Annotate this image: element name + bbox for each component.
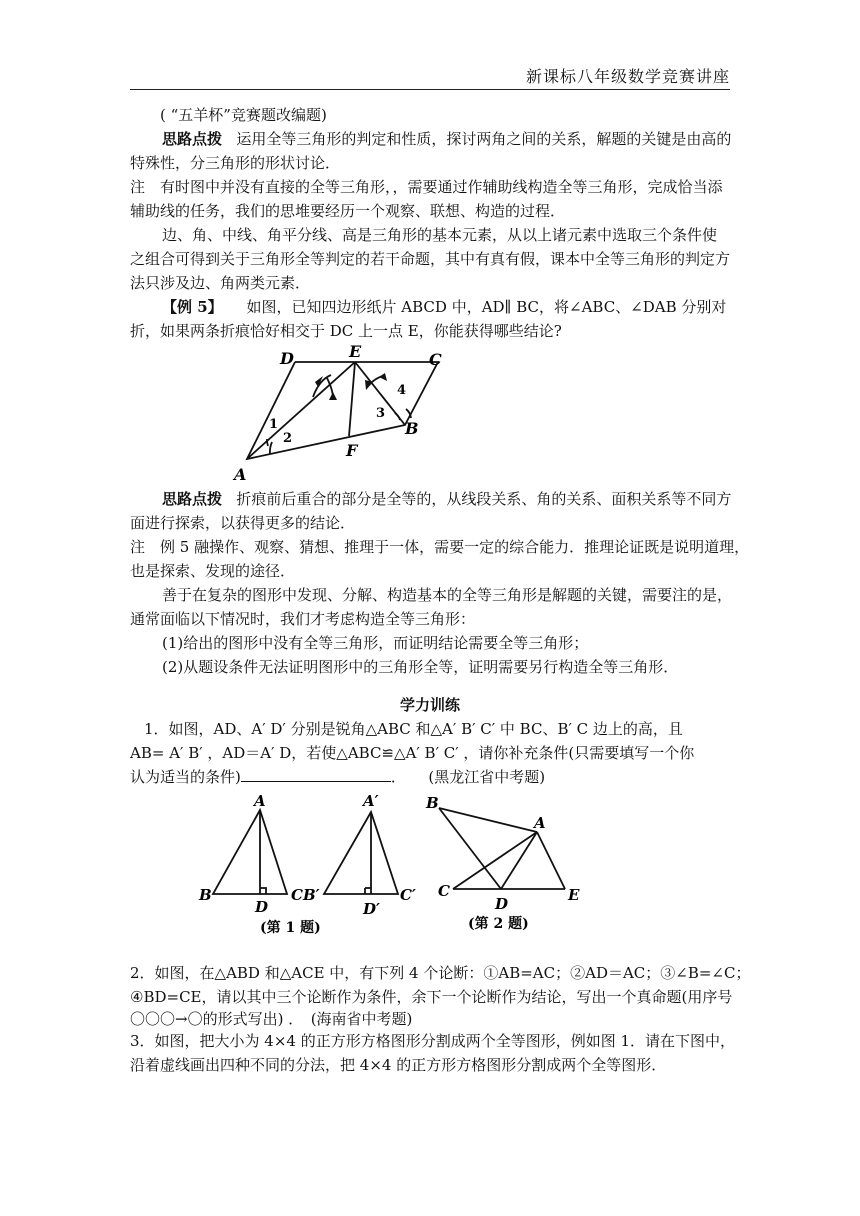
note-2-line-2: 也是探索、发现的途径． — [130, 562, 296, 580]
fig1-label-c2: C′ — [400, 886, 416, 904]
fig2-label-d: D — [495, 895, 509, 913]
para-1-line-1: 边、角、中线、角平分线、高是三角形的基本元素，从以上诸元素中选取三个条件使 — [162, 226, 718, 244]
label-d: D — [280, 349, 294, 368]
example-5-label: 【例 5】 — [162, 298, 223, 316]
fig2-label-c: C — [438, 882, 450, 900]
segment-ae — [537, 832, 565, 889]
label-angle-3: 3 — [376, 406, 386, 421]
example-5-line-2: 折，如果两条折痕恰好相交于 DC 上一点 E，你能获得哪些结论? — [130, 322, 562, 340]
fig2-caption: (第 2 题) — [468, 916, 529, 932]
q2-line-2: ④BD=CE，请以其中三个论断作为条件，余下一个论断作为结论，写出一个真命题(用序号 — [130, 988, 733, 1006]
label-b: B — [405, 419, 419, 438]
q1-line-2: AB= A′ B′ ，AD＝A′ D，若使△ABC≌△A′ B′ C′ ，请你补充条件(只需要填写一个你 — [130, 744, 695, 762]
q3-line-2: 沿着虚线画出四种不同的分法，把 4×4 的正方形方格图形分割成两个全等图形． — [130, 1056, 667, 1074]
example-5-line-1 — [162, 296, 726, 318]
fig1-label-b: B — [199, 886, 212, 904]
figure-q2 — [420, 792, 590, 940]
quad-abcd — [247, 362, 438, 459]
example-5-text: 如图，已知四边形纸片 ABCD 中，AD∥ BC，将∠ABC、∠DAB 分别对 — [246, 298, 727, 316]
angle-2-arc — [270, 442, 272, 454]
q1-line-3-start: 认为适当的条件) — [130, 768, 241, 786]
q1-answer-blank[interactable] — [241, 767, 391, 782]
fig1-label-c: C — [291, 886, 303, 904]
tip-paragraph-2 — [162, 488, 731, 510]
segment-ad — [501, 832, 537, 889]
q2-line-1: 2．如图，在△ABD 和△ACE 中，有下列 4 个论断：①AB=AC；②AD＝AC；③∠B=∠C； — [130, 964, 751, 982]
tip-paragraph-1 — [162, 128, 731, 150]
fig2-label-e: E — [568, 886, 580, 904]
q1-line-3-end: ． (黑龙江省中考题) — [390, 768, 546, 786]
q3-line-1: 3．如图，把大小为 4×4 的正方形方格图形分割成两个全等图形，例如图 1．请在下图中， — [130, 1032, 736, 1050]
header-rule — [130, 89, 730, 90]
fig1-label-d2: D′ — [363, 900, 380, 918]
label-e: E — [349, 342, 362, 361]
fold-ae — [247, 362, 355, 459]
fig1-label-a2: A′ — [363, 792, 379, 810]
label-angle-2: 2 — [283, 431, 293, 446]
tip-text-cont: 特殊性，分三角形的形状讨论． — [130, 154, 341, 172]
q1-line-3 — [130, 766, 545, 788]
list-item-2: (2)从题设条件无法证明图形中的三角形全等，证明需要另行构造全等三角形． — [162, 658, 679, 676]
fig1-label-b2: B′ — [303, 886, 320, 904]
example-5-figure — [225, 340, 465, 485]
page-header-title: 新课标八年级数学竞赛讲座 — [525, 67, 730, 86]
note-2-line-1: 注 例 5 融操作、观察、猜想、推理于一体，需要一定的综合能力．推理论证既是说明道理， — [130, 538, 750, 556]
fig1-caption: (第 1 题) — [260, 920, 321, 936]
arrowhead-4 — [379, 373, 387, 381]
triangle-abc — [213, 810, 287, 894]
segment-ef — [349, 362, 355, 436]
fig1-label-d: D — [255, 898, 269, 916]
note-1-line-1: 注 有时图中并没有直接的全等三角形，，需要通过作辅助线构造全等三角形，完成恰当添 — [130, 178, 723, 196]
tip-text: 运用全等三角形的判定和性质，探讨两角之间的关系，解题的关键是由高的 — [236, 130, 732, 148]
para-2-line-2: 通常面临以下情况时，我们才考虑构造全等三角形： — [130, 610, 476, 628]
label-angle-4: 4 — [397, 383, 407, 398]
section-title: 学力训练 — [399, 696, 460, 714]
angle-1-arc — [267, 439, 268, 446]
triangle-a2b2c2 — [324, 812, 398, 894]
fig2-label-a: A — [534, 814, 546, 832]
tip-label: 思路点拨 — [162, 130, 223, 148]
label-a: A — [234, 465, 247, 484]
arrowhead-2 — [329, 392, 337, 400]
source-note: ( “五羊杯”竞赛题改编题) — [160, 106, 327, 124]
list-item-1: (1)给出的图形中没有全等三角形，而证明结论需要全等三角形； — [162, 634, 589, 652]
note-1-line-2: 辅助线的任务，我们的思堆要经历一个观察、联想、构造的过程． — [130, 202, 566, 220]
fig2-label-b: B — [426, 794, 439, 812]
q1-line-1: 1．如图，AD、A′ D′ 分别是锐角△ABC 和△A′ B′ C′ 中 BC、B′ C 边上的高，且 — [144, 720, 683, 738]
tip-label-2: 思路点拨 — [162, 490, 223, 508]
tip-2-cont: 面进行探索，以获得更多的结论． — [130, 514, 356, 532]
tip-text-2: 折痕前后重合的部分是全等的，从线段关系、角的关系、面积关系等不同方 — [236, 490, 732, 508]
label-f: F — [346, 441, 358, 460]
para-1-line-2: 之组合可得到关于三角形全等判定的若干命题，其中有真有假，课本中全等三角形的判定方 — [130, 250, 731, 268]
q2-line-3: 〇〇〇→〇的形式写出) ． (海南省中考题) — [130, 1010, 413, 1028]
label-c: C — [429, 350, 442, 369]
angle-3-arc — [395, 413, 400, 420]
figure-q1 — [195, 792, 425, 940]
para-2-line-1: 善于在复杂的图形中发现、分解、构造基本的全等三角形是解题的关键，需要注的是， — [162, 586, 733, 604]
para-1-line-3: 法只涉及边、角两类元素． — [130, 274, 311, 292]
fig1-label-a: A — [254, 792, 266, 810]
label-angle-1: 1 — [269, 417, 279, 432]
